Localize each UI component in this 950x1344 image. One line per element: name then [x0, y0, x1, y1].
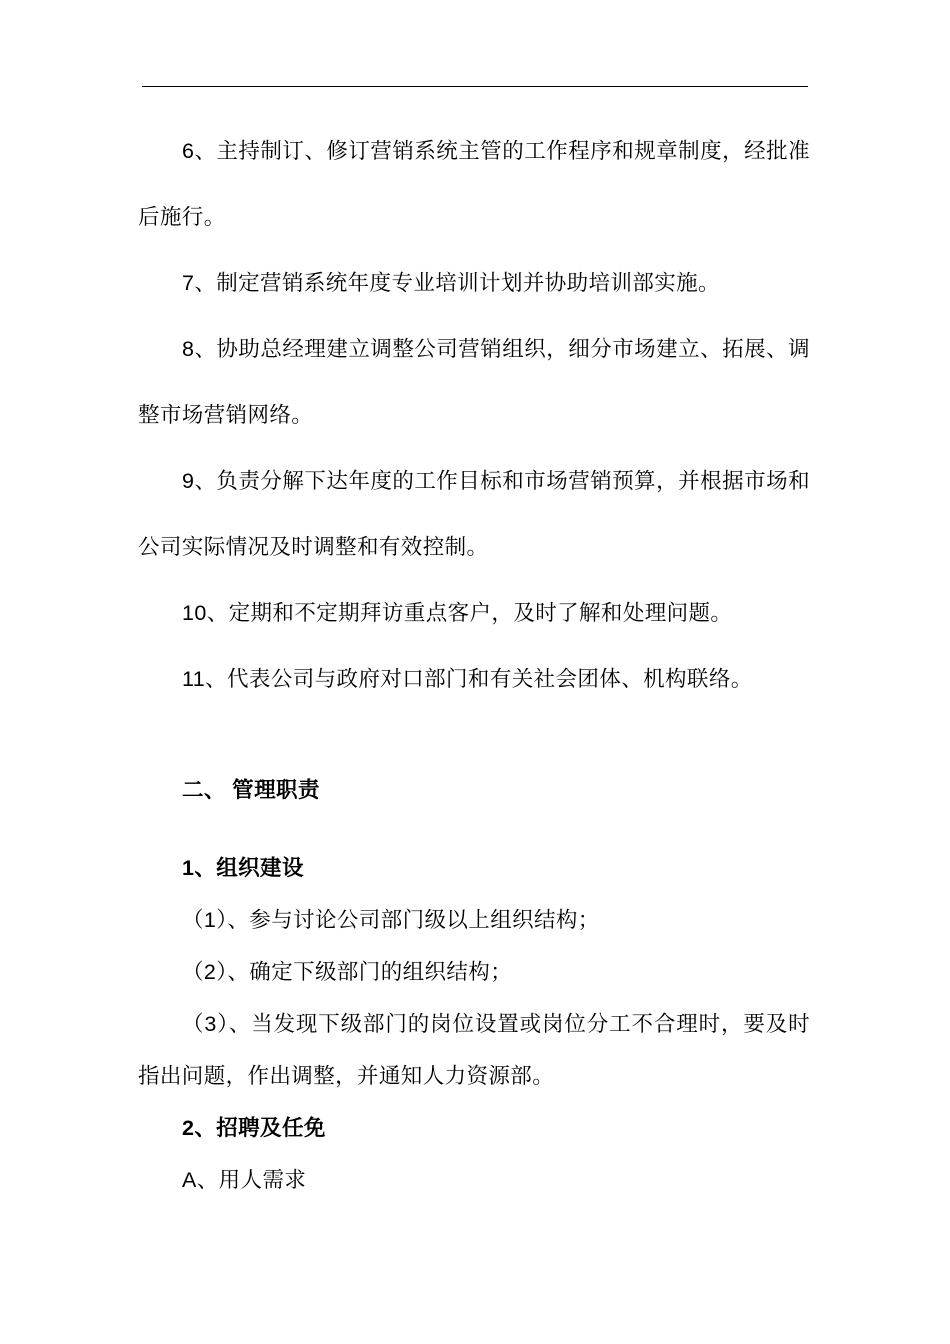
section-heading-management-duties: 二、 管理职责 [182, 778, 320, 802]
list-item: （3）、当发现下级部门的岗位设置或岗位分工不合理时，要及时指出问题，作出调整，并通知人力资源部。 [138, 1012, 810, 1088]
subsection-heading-organization-building: 1、组织建设 [182, 856, 304, 880]
document-body [0, 118, 950, 1206]
list-item: （2）、确定下级部门的组织结构； [182, 960, 513, 984]
section-spacer [0, 712, 950, 764]
subsection-heading-recruitment-appointment: 2、招聘及任免 [182, 1116, 326, 1140]
list-item: 11、代表公司与政府对口部门和有关社会团体、机构联络。 [182, 667, 753, 691]
heading-spacer [0, 816, 950, 842]
list-item: 8、协助总经理建立调整公司营销组织，细分市场建立、拓展、调整市场营销网络。 [138, 337, 810, 427]
list-item: （1）、参与讨论公司部门级以上组织结构； [182, 908, 600, 932]
list-item: 10、定期和不定期拜访重点客户，及时了解和处理问题。 [182, 601, 733, 625]
list-item: 6、主持制订、修订营销系统主管的工作程序和规章制度，经批准后施行。 [138, 139, 810, 229]
list-item: 9、负责分解下达年度的工作目标和市场营销预算，并根据市场和公司实际情况及时调整和有效控制。 [138, 469, 810, 559]
header-divider [142, 86, 808, 87]
list-item: 7、制定营销系统年度专业培训计划并协助培训部实施。 [182, 271, 720, 295]
list-item: A、用人需求 [182, 1168, 307, 1192]
